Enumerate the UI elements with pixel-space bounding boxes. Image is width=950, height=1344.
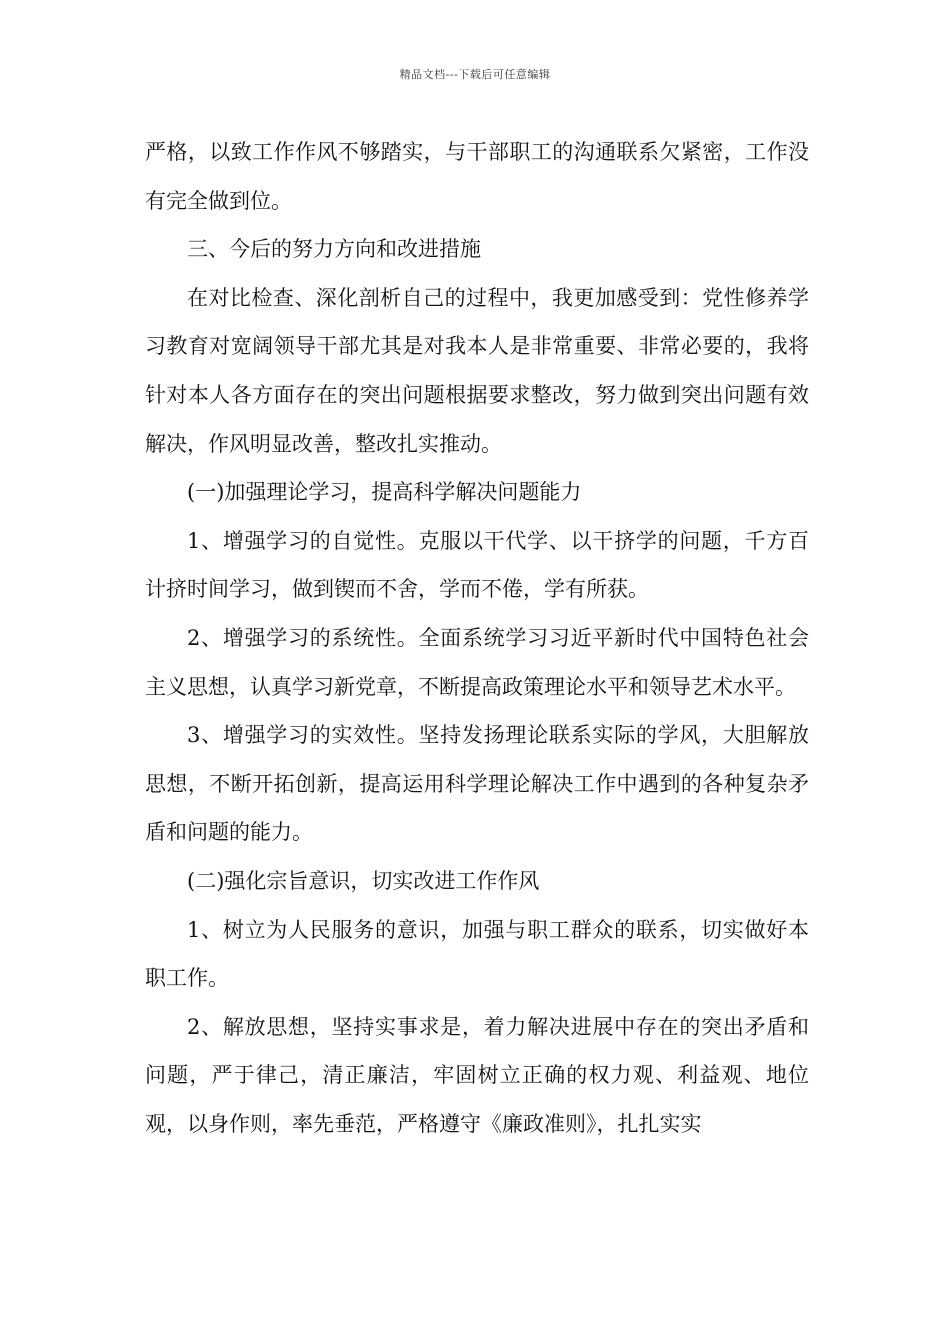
list-item-1: 1、增强学习的自觉性。克服以干代学、以干挤学的问题，千方百计挤时间学习，做到锲而不舍，学而不倦，学有所获。 [145,528,809,602]
list-item-4: 1、树立为人民服务的意识，加强与职工群众的联系，切实做好本职工作。 [145,917,809,991]
page-header: 精品文档---下载后可任意编辑 [399,68,551,81]
document-body [145,128,809,1148]
list-item-3: 3、增强学习的实效性。坚持发扬理论联系实际的学风，大胆解放思想，不断开拓创新，提高运用科学理论解决工作中遇到的各种复杂矛盾和问题的能力。 [145,723,809,845]
paragraph-2: 在对比检查、深化剖析自己的过程中，我更加感受到：党性修养学习教育对宽阔领导干部尤其是对我本人是非常重要、非常必要的，我将针对本人各方面存在的突出问题根据要求整改，努力做到突出问题有效解决，作风明显改善，整改扎实推动。 [145,285,809,456]
subheading-1: (一)加强理论学习，提高科学解决问题能力 [187,480,582,505]
list-item-2: 2、增强学习的系统性。全面系统学习习近平新时代中国特色社会主义思想，认真学习新党章，不断提高政策理论水平和领导艺术水平。 [145,625,809,699]
subheading-2: (二)强化宗旨意识，切实改进工作作风 [187,868,540,893]
section-heading-3: 三、今后的努力方向和改进措施 [187,237,481,262]
list-item-5: 2、解放思想，坚持实事求是，着力解决进展中存在的突出矛盾和问题，严于律己，清正廉洁，牢固树立正确的权力观、利益观、地位观，以身作则，率先垂范，严格遵守《廉政准则》，扎扎实实 [145,1014,809,1136]
paragraph-1: 严格，以致工作作风不够踏实，与干部职工的沟通联系欠紧密，工作没有完全做到位。 [145,140,809,213]
